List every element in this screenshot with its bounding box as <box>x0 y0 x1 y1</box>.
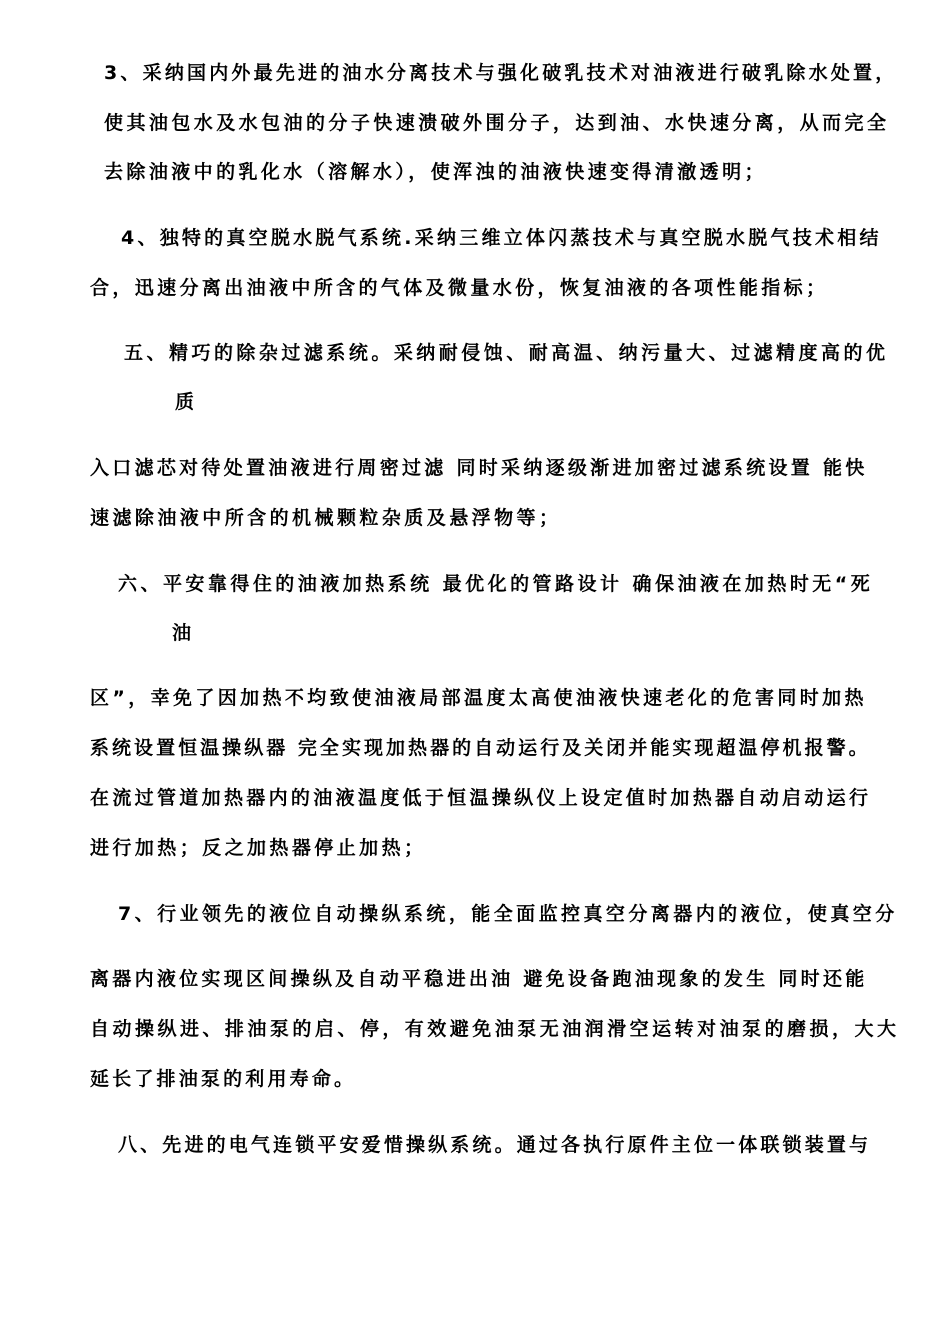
text-line: 八、先进的电气连锁平安爱惜操纵系统。通过各执行原件主位一体联锁装置与 <box>118 1134 872 1156</box>
text-line: 使其油包水及水包油的分子快速溃破外围分子，达到油、水快速分离，从而完全 <box>104 112 890 134</box>
text-line: 六、平安靠得住的油液加热系统 最优化的管路设计 确保油液在加热时无“死 <box>118 573 874 595</box>
text-line: 4、独特的真空脱水脱气系统.采纳三维立体闪蒸技术与真空脱水脱气技术相结 <box>121 227 882 249</box>
text-line: 系统设置恒温操纵器 完全实现加热器的自动运行及关闭并能实现超温停机报警。 <box>90 737 871 759</box>
text-line: 速滤除油液中所含的机械颗粒杂质及悬浮物等； <box>90 507 562 529</box>
text-line: 去除油液中的乳化水（溶解水），使浑浊的油液快速变得清澈透明； <box>104 161 767 183</box>
text-line: 质 <box>175 391 195 413</box>
text-line: 合，迅速分离出油液中所含的气体及微量水份，恢复油液的各项性能指标； <box>90 277 829 299</box>
text-line: 油 <box>172 622 192 644</box>
text-line: 7、行业领先的液位自动操纵系统，能全面监控真空分离器内的液位，使真空分 <box>118 903 898 925</box>
text-line: 延长了排油泵的利用寿命。 <box>90 1068 357 1090</box>
text-line: 进行加热；反之加热器停止加热； <box>90 837 427 859</box>
text-line: 在流过管道加热器内的油液温度低于恒温操纵仪上设定值时加热器自动启动运行 <box>90 787 872 809</box>
text-line: 区”，幸免了因加热不均致使油液局部温度太高使油液快速老化的危害同时加热 <box>90 687 867 709</box>
text-line: 3、采纳国内外最先进的油水分离技术与强化破乳技术对油液进行破乳除水处置， <box>104 62 898 84</box>
text-line: 入口滤芯对待处置油液进行周密过滤 同时采纳逐级渐进加密过滤系统设置 能快 <box>90 457 868 479</box>
text-line: 五、精巧的除杂过滤系统。采纳耐侵蚀、耐高温、纳污量大、过滤精度高的优 <box>124 342 889 364</box>
text-line: 自动操纵进、排油泵的启、停，有效避免油泵无油润滑空运转对油泵的磨损，大大 <box>90 1018 900 1040</box>
text-line: 离器内液位实现区间操纵及自动平稳进出油 避免设备跑油现象的发生 同时还能 <box>90 968 868 990</box>
